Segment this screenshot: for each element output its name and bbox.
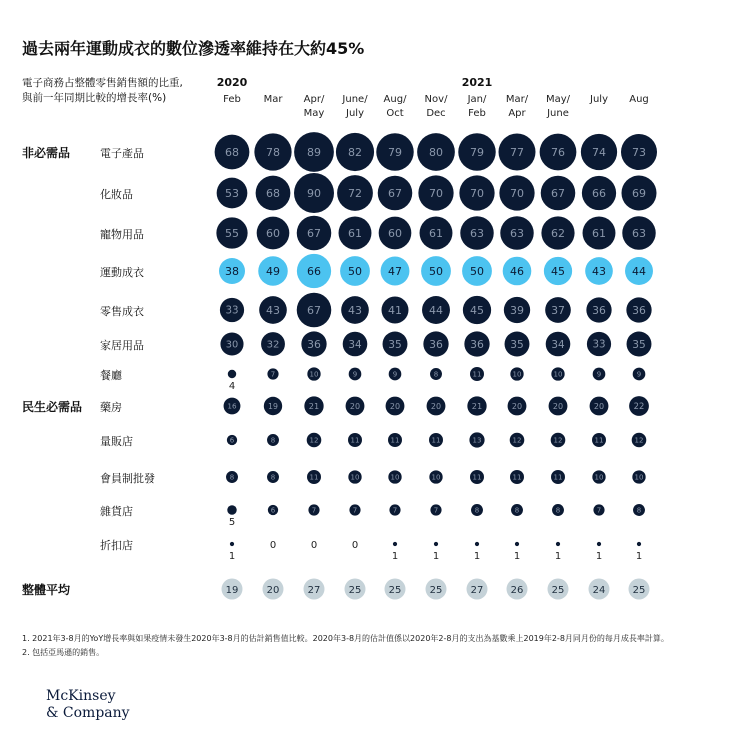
bubble [475, 542, 479, 546]
bubble [597, 542, 601, 546]
data-label: 7 [270, 370, 276, 379]
data-label: 36 [592, 303, 606, 317]
data-label: 10 [634, 473, 644, 482]
data-label: 76 [551, 145, 565, 159]
data-label: 70 [510, 186, 524, 200]
data-label: 36 [470, 337, 484, 351]
data-label: 34 [551, 338, 565, 351]
data-label: 20 [593, 401, 605, 411]
data-label: 72 [348, 186, 362, 200]
bubble [556, 542, 560, 546]
bubble [227, 505, 236, 514]
data-label: 1 [228, 551, 236, 562]
row-label: 化妝品 [100, 188, 133, 201]
row-label: 零售成衣 [100, 305, 144, 318]
data-label: 78 [266, 145, 280, 159]
data-label: 20 [552, 401, 564, 411]
data-label: 8 [270, 473, 276, 482]
data-label: 82 [348, 145, 362, 159]
data-label: 20 [389, 401, 401, 411]
data-label: 10 [594, 473, 604, 482]
data-label: 39 [510, 303, 524, 317]
data-label: 74 [592, 145, 606, 159]
data-label: 36 [307, 337, 321, 351]
data-label: 61 [592, 226, 606, 240]
data-label: 63 [632, 226, 646, 240]
data-label: 69 [632, 186, 646, 200]
data-label: 6 [229, 436, 235, 445]
data-label: 34 [348, 338, 362, 351]
data-label: 22 [633, 401, 645, 412]
data-label: 10 [553, 370, 563, 379]
data-label: 16 [227, 401, 237, 411]
data-label: 67 [307, 226, 321, 240]
bubble [637, 542, 641, 546]
data-label: 7 [433, 506, 439, 515]
data-label: 11 [350, 436, 360, 445]
bubble [230, 542, 234, 546]
average-value: 25 [632, 585, 646, 596]
data-label: 7 [392, 506, 398, 515]
column-header: Feb [223, 94, 241, 105]
data-label: 0 [310, 540, 318, 551]
data-label: 35 [388, 338, 402, 351]
data-label: 45 [470, 303, 484, 317]
column-header: July [346, 108, 364, 119]
data-label: 9 [596, 370, 602, 379]
data-label: 11 [553, 473, 563, 482]
row-label: 折扣店 [100, 539, 133, 552]
data-label: 36 [632, 303, 646, 317]
data-label: 80 [429, 145, 443, 159]
bubble [228, 370, 236, 378]
data-label: 79 [470, 145, 484, 159]
column-header: Apr/ [303, 94, 325, 105]
data-label: 0 [269, 540, 277, 551]
group-label: 非必需品 [22, 146, 71, 160]
data-label: 20 [430, 401, 442, 411]
data-label: 20 [511, 401, 523, 411]
average-value: 25 [429, 585, 443, 596]
data-label: 41 [388, 303, 402, 317]
row-label: 藥房 [100, 401, 122, 414]
data-label: 12 [512, 436, 522, 445]
data-label: 89 [307, 145, 321, 159]
column-header: Aug [629, 94, 649, 105]
column-header: Nov/ [424, 94, 448, 105]
average-value: 25 [388, 585, 402, 596]
data-label: 11 [309, 473, 319, 482]
average-value: 19 [225, 585, 239, 596]
data-label: 37 [551, 303, 565, 317]
data-label: 12 [553, 436, 563, 445]
data-label: 8 [474, 506, 480, 515]
bubble [515, 542, 519, 546]
data-label: 53 [225, 186, 239, 200]
data-label: 9 [352, 370, 358, 379]
column-header: Mar/ [505, 94, 529, 105]
data-label: 8 [636, 506, 642, 515]
bubble [393, 542, 397, 546]
year-label: 2021 [461, 76, 493, 89]
data-label: 66 [592, 186, 606, 200]
column-header: Dec [426, 108, 446, 119]
average-value: 24 [592, 585, 606, 596]
data-label: 35 [632, 338, 646, 351]
column-header: June/ [342, 94, 368, 105]
data-label: 0 [351, 540, 359, 551]
row-label: 家居用品 [100, 339, 144, 352]
data-label: 5 [228, 517, 236, 528]
data-label: 1 [473, 551, 481, 562]
row-label: 會員制批發 [100, 472, 155, 485]
data-label: 50 [348, 264, 362, 278]
column-header: Apr [508, 108, 526, 119]
data-label: 33 [225, 304, 239, 317]
data-label: 73 [632, 145, 646, 159]
row-label: 運動成衣 [100, 266, 144, 279]
data-label: 49 [266, 264, 280, 278]
footnotes [22, 632, 669, 660]
data-label: 10 [390, 473, 400, 482]
row-label: 餐廳 [100, 369, 122, 382]
data-label: 11 [594, 436, 604, 445]
data-label: 11 [512, 473, 522, 482]
data-label: 8 [555, 506, 561, 515]
column-header: June [547, 108, 569, 119]
data-label: 12 [634, 436, 644, 445]
data-label: 70 [470, 186, 484, 200]
data-label: 6 [270, 506, 276, 515]
bubble [434, 542, 438, 546]
data-label: 44 [632, 264, 646, 278]
data-label: 66 [307, 264, 321, 278]
data-label: 1 [391, 551, 399, 562]
data-label: 10 [431, 473, 441, 482]
data-label: 13 [472, 436, 482, 445]
data-label: 67 [388, 186, 402, 200]
data-label: 9 [392, 370, 398, 379]
data-label: 21 [308, 400, 320, 411]
data-label: 12 [309, 436, 319, 445]
column-header: Jan/ [467, 94, 487, 105]
column-header: July [590, 94, 608, 105]
data-label: 62 [551, 226, 565, 240]
footnote-1: 1. 2021年3-8月的YoY增長率與如果疫情未發生2020年3-8月的估計銷售值比較。2020年3-8月的估計值係以2020年2-8月的支出為基數乘上2019年2-8月同月份的每月成長率計算。 [22, 634, 669, 643]
data-label: 63 [470, 226, 484, 240]
data-label: 43 [592, 264, 606, 278]
data-label: 11 [472, 370, 482, 379]
data-label: 1 [432, 551, 440, 562]
data-label: 46 [510, 264, 524, 278]
footnote-2: 2. 包括亞馬遜的銷售。 [22, 648, 105, 657]
data-label: 11 [390, 436, 400, 445]
data-label: 21 [471, 400, 483, 411]
column-header: Mar [263, 94, 283, 105]
data-label: 50 [470, 264, 484, 278]
data-label: 45 [551, 264, 565, 278]
data-label: 55 [225, 226, 239, 240]
data-label: 77 [510, 145, 524, 159]
average-label: 整體平均 [22, 583, 71, 597]
column-header: May/ [545, 94, 571, 105]
data-label: 47 [388, 264, 402, 278]
data-label: 43 [266, 303, 280, 317]
data-label: 90 [307, 186, 321, 200]
data-label: 4 [228, 381, 236, 392]
data-label: 11 [472, 473, 482, 482]
data-label: 33 [592, 338, 606, 351]
group-label: 民生必需品 [22, 400, 83, 414]
column-header: May [303, 108, 325, 119]
row-label: 雜貨店 [100, 505, 133, 518]
data-label: 67 [551, 186, 565, 200]
data-label: 32 [266, 339, 280, 351]
data-label: 70 [429, 186, 443, 200]
data-label: 1 [635, 551, 643, 562]
data-label: 8 [514, 506, 520, 515]
data-label: 68 [225, 145, 239, 159]
data-label: 79 [388, 145, 402, 159]
data-label: 63 [510, 226, 524, 240]
mckinsey-logo [46, 688, 130, 722]
data-label: 44 [429, 303, 443, 317]
data-label: 30 [225, 339, 239, 351]
row-label: 寵物用品 [100, 228, 144, 241]
column-header: Oct [386, 108, 404, 119]
data-label: 10 [309, 370, 319, 379]
data-label: 7 [352, 506, 358, 515]
data-label: 10 [512, 370, 522, 379]
data-label: 38 [225, 264, 239, 278]
data-label: 8 [229, 473, 235, 482]
data-label: 35 [510, 338, 524, 351]
logo-line-1: McKinsey [46, 688, 116, 704]
row-label: 電子產品 [100, 147, 144, 160]
data-label: 50 [429, 264, 443, 278]
data-label: 1 [513, 551, 521, 562]
average-value: 27 [307, 585, 321, 596]
data-label: 61 [429, 226, 443, 240]
data-label: 1 [554, 551, 562, 562]
data-label: 9 [636, 370, 642, 379]
data-label: 67 [307, 303, 321, 317]
chart-title: 過去兩年運動成衣的數位滲透率維持在大約45% [22, 39, 365, 58]
data-label: 11 [431, 436, 441, 445]
data-label: 60 [266, 226, 280, 240]
average-value: 27 [470, 585, 484, 596]
data-label: 8 [270, 436, 276, 445]
data-label: 60 [388, 226, 402, 240]
subtitle-line-2: 與前一年同期比較的增長率(%) [22, 92, 167, 104]
data-label: 36 [429, 337, 443, 351]
data-label: 1 [595, 551, 603, 562]
average-value: 25 [348, 585, 362, 596]
data-label: 7 [596, 506, 602, 515]
year-label: 2020 [216, 76, 248, 89]
data-label: 10 [350, 473, 360, 482]
average-value: 26 [510, 585, 524, 596]
data-label: 61 [348, 226, 362, 240]
data-label: 19 [268, 401, 278, 411]
column-header: Feb [468, 108, 486, 119]
column-header: Aug/ [383, 94, 407, 105]
logo-line-2: & Company [46, 705, 130, 721]
data-label: 43 [348, 303, 362, 317]
row-label: 量販店 [100, 435, 133, 448]
data-label: 7 [311, 506, 317, 515]
data-label: 20 [349, 401, 361, 411]
data-label: 68 [266, 186, 280, 200]
subtitle-line-1: 電子商務占整體零售銷售額的比重, [22, 77, 183, 89]
average-value: 25 [551, 585, 565, 596]
average-value: 20 [266, 585, 280, 596]
data-label: 8 [433, 370, 439, 379]
